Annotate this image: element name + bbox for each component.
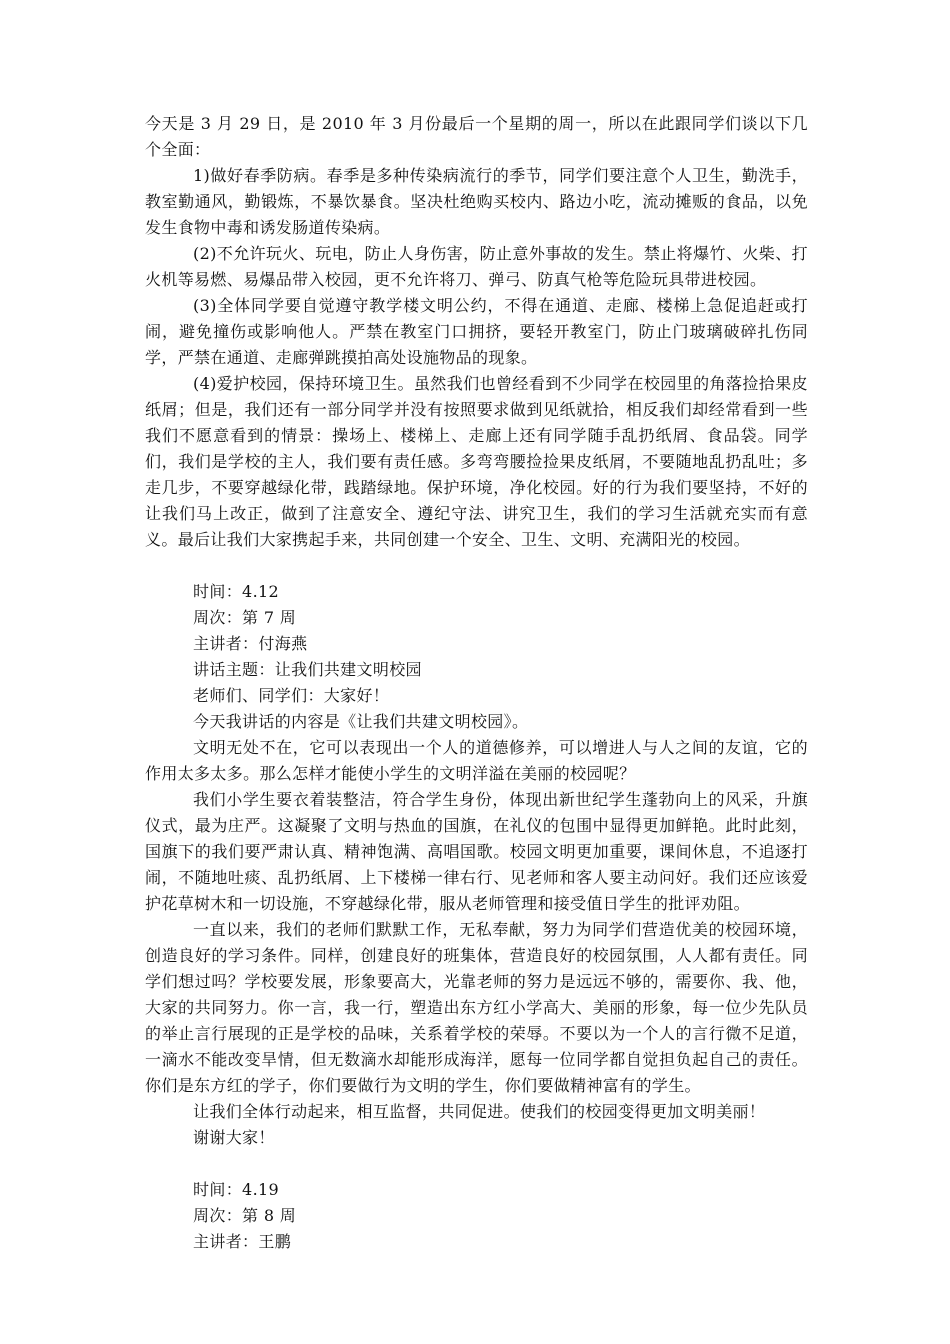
speech-opening: 今天我讲话的内容是《让我们共建文明校园》。 [193,712,529,731]
speech-time: 时间：4.12 [193,582,280,601]
item-paragraph-4: (4)爱护校园，保持环境卫生。虽然我们也曾经看到不少同学在校园里的角落捡拾果皮纸屑；但是，我们还有一部分同学并没有按照要求做到见纸就拾，相反我们却经常看到一些我们不愿意看到的情景：操场上、楼梯上、走廊上还有同学随手乱扔纸屑、食品袋。同学们，我们是学校的主人，我们要有责任感。多弯弯腰捡捡果皮纸屑，不要随地乱扔乱吐；多走几步，不要穿越绿化带，践踏绿地。保护环境，净化校园。好的行为我们要坚持，不好的让我们马上改正，做到了注意安全、遵纪守法、讲究卫生，我们的学习生活就充实而有意义。最后让我们大家携起手来，共同创建一个安全、卫生、文明、充满阳光的校园。 [145,374,808,549]
speech-paragraph-1: 文明无处不在，它可以表现出一个人的道德修养，可以增进人与人之间的友谊，它的作用太多太多。那么怎样才能使小学生的文明洋溢在美丽的校园呢？ [145,738,808,783]
item-paragraph-2: (2)不允许玩火、玩电，防止人身伤害，防止意外事故的发生。禁止将爆竹、火柴、打火机等易燃、易爆品带入校园，更不允许将刀、弹弓、防真气枪等危险玩具带进校园。 [145,244,808,289]
document-body [145,111,808,1255]
item-paragraph-3: (3)全体同学要自觉遵守教学楼文明公约，不得在通道、走廊、楼梯上急促追赶或打闹，避免撞伤或影响他人。严禁在教室门口拥挤，要轻开教室门，防止门玻璃破碎扎伤同学，严禁在通道、走廊弹跳摸拍高处设施物品的现象。 [145,296,808,367]
speech-speaker: 主讲者：付海燕 [193,634,308,653]
next-speech-speaker: 主讲者：王鹏 [193,1232,292,1251]
section-gap [145,553,808,579]
next-speech-week: 周次：第 8 周 [193,1206,297,1225]
next-speech-time: 时间：4.19 [193,1180,280,1199]
speech-paragraph-2: 我们小学生要衣着装整洁，符合学生身份，体现出新世纪学生蓬勃向上的风采，升旗仪式，最为庄严。这凝聚了文明与热血的国旗，在礼仪的包围中显得更加鲜艳。此时此刻，国旗下的我们要严肃认真、精神饱满、高唱国歌。校园文明更加重要，课间休息，不追逐打闹，不随地吐痰、乱扔纸屑、上下楼梯一律右行、见老师和客人要主动问好。我们还应该爱护花草树木和一切设施，不穿越绿化带，服从老师管理和接受值日学生的批评劝阻。 [145,790,808,913]
item-paragraph-1: 1)做好春季防病。春季是多种传染病流行的季节，同学们要注意个人卫生，勤洗手，教室勤通风，勤锻炼，不暴饮暴食。坚决杜绝购买校内、路边小吃，流动摊贩的食品，以免发生食物中毒和诱发肠道传染病。 [145,166,808,237]
speech-topic: 讲话主题：让我们共建文明校园 [193,660,422,679]
intro-paragraph: 今天是 3 月 29 日，是 2010 年 3 月份最后一个星期的周一，所以在此跟同学们谈以下几个全面： [145,114,808,159]
speech-week: 周次：第 7 周 [193,608,297,627]
speech-paragraph-4: 让我们全体行动起来，相互监督，共同促进。使我们的校园变得更加文明美丽！ [193,1102,766,1121]
section-gap [145,1151,808,1177]
speech-greeting: 老师们、同学们：大家好！ [193,686,390,705]
speech-closing: 谢谢大家！ [193,1128,275,1147]
speech-paragraph-3: 一直以来，我们的老师们默默工作，无私奉献，努力为同学们营造优美的校园环境，创造良好的学习条件。同样，创建良好的班集体，营造良好的校园氛围，人人都有责任。同学们想过吗？学校要发展，形象要高大，光靠老师的努力是远远不够的，需要你、我、他，大家的共同努力。你一言，我一行，塑造出东方红小学高大、美丽的形象，每一位少先队员的举止言行展现的正是学校的品味，关系着学校的荣辱。不要以为一个人的言行微不足道，一滴水不能改变旱情，但无数滴水却能形成海洋，愿每一位同学都自觉担负起自己的责任。你们是东方红的学子，你们要做行为文明的学生，你们要做精神富有的学生。 [145,920,808,1095]
